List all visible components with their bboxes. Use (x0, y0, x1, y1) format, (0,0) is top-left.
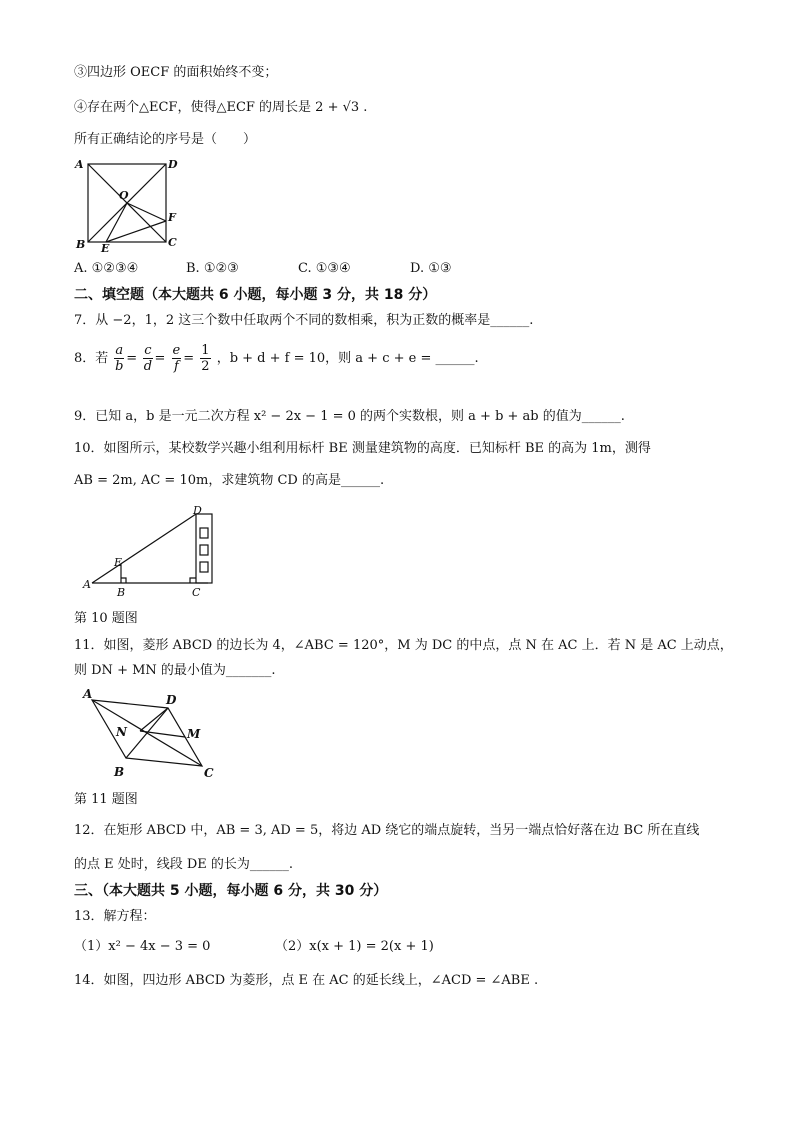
q6-options (74, 260, 522, 278)
fig11-label-d: D (166, 693, 177, 707)
q6-square-figure (72, 156, 184, 252)
fig10-label-a: A (83, 578, 91, 591)
fig6-label-d: D (168, 158, 178, 171)
q8-frac-a-b: $\frac{a}{b}$ (115, 343, 124, 374)
q10-building-figure (80, 503, 225, 599)
fig10-label-e: E (114, 556, 123, 569)
q14-text: 14．如图，四边形 ABCD 为菱形，点 E 在 AC 的延长线上，∠ACD = ∠ABE . (74, 973, 539, 988)
q8-prefix: 8．若 (74, 351, 109, 366)
q8-rest: ，b + d + f = 10，则 a + c + e = ______. (216, 351, 479, 366)
q6-item-3: ③四边形 OECF 的面积始终不变； (74, 65, 278, 80)
q13-title: 13．解方程： (74, 909, 156, 924)
option-a[interactable]: A. ①②③④ (74, 261, 139, 276)
q13-part1: （1）x² − 4x − 3 = 0 (74, 939, 211, 954)
q12-line1: 12．在矩形 ABCD 中，AB = 3, AD = 5，将边 AD 绕它的端点旋转，当另一端点恰好落在边 BC 所在直线 (74, 823, 700, 838)
fig6-label-a: A (75, 158, 84, 171)
option-c[interactable]: C. ①③④ (298, 261, 351, 276)
fig10-label-c: C (192, 586, 201, 599)
fig6-label-o: O (119, 189, 129, 202)
q7-text: 7．从 −2，1，2 这三个数中任取两个不同的数相乘，积为正数的概率是______. (74, 313, 534, 328)
fig10-label-b: B (117, 586, 126, 599)
section3-header: 三、（本大题共 5 小题，每小题 6 分，共 30 分） (74, 883, 388, 899)
q6-prompt: 所有正确结论的序号是（ ） (74, 132, 257, 147)
q11-line2: 则 DN + MN 的最小值为_______. (74, 663, 276, 678)
fig11-label-m: M (187, 727, 201, 741)
q8-frac-1-2: $\frac{1}{2}$ (201, 343, 210, 374)
fig6-label-c: C (168, 236, 177, 249)
q8-frac-c-d: $\frac{c}{d}$ (143, 343, 153, 374)
q8-text: 8．若 $\frac{a}{b}$ = $\frac{c}{d}$ = $\frac{e}{f}$ = $\frac{1}{2}$ ，b + d + f = 10，则 a + c + e = ______. (74, 343, 479, 374)
fig11-label-n: N (116, 725, 127, 739)
option-b[interactable]: B. ①②③ (186, 261, 239, 276)
q11-caption: 第 11 题图 (74, 792, 138, 807)
q11-line1: 11．如图，菱形 ABCD 的边长为 4，∠ABC = 120°，M 为 DC 的中点，点 N 在 AC 上．若 N 是 AC 上动点， (74, 638, 733, 653)
q8-frac-e-f: $\frac{e}{f}$ (172, 343, 181, 374)
section2-header: 二、填空题（本大题共 6 小题，每小题 3 分，共 18 分） (74, 287, 437, 303)
q10-caption: 第 10 题图 (74, 611, 138, 626)
fig10-label-d: D (193, 504, 202, 517)
fig11-label-a: A (83, 687, 93, 701)
q9-text: 9．已知 a，b 是一元二次方程 x² − 2x − 1 = 0 的两个实数根，则 a + b + ab 的值为______. (74, 409, 625, 424)
fig6-label-b: B (76, 238, 86, 251)
q13-part2: （2）x(x + 1) = 2(x + 1) (275, 939, 434, 954)
q6-item-4: ④存在两个△ECF，使得△ECF 的周长是 2 + √3 . (74, 100, 368, 115)
option-d[interactable]: D. ①③ (410, 261, 452, 276)
fig6-label-e: E (101, 242, 110, 252)
fig11-label-c: C (204, 766, 214, 780)
q10-line2: AB = 2m, AC = 10m，求建筑物 CD 的高是______. (74, 473, 385, 488)
q10-line1: 10．如图所示，某校数学兴趣小组利用标杆 BE 测量建筑物的高度．已知标杆 BE 的高为 1m，测得 (74, 441, 651, 456)
q12-line2: 的点 E 处时，线段 DE 的长为______. (74, 857, 294, 872)
fig11-label-b: B (114, 765, 125, 779)
q11-rhombus-figure (76, 686, 226, 786)
fig6-label-f: F (168, 211, 176, 224)
